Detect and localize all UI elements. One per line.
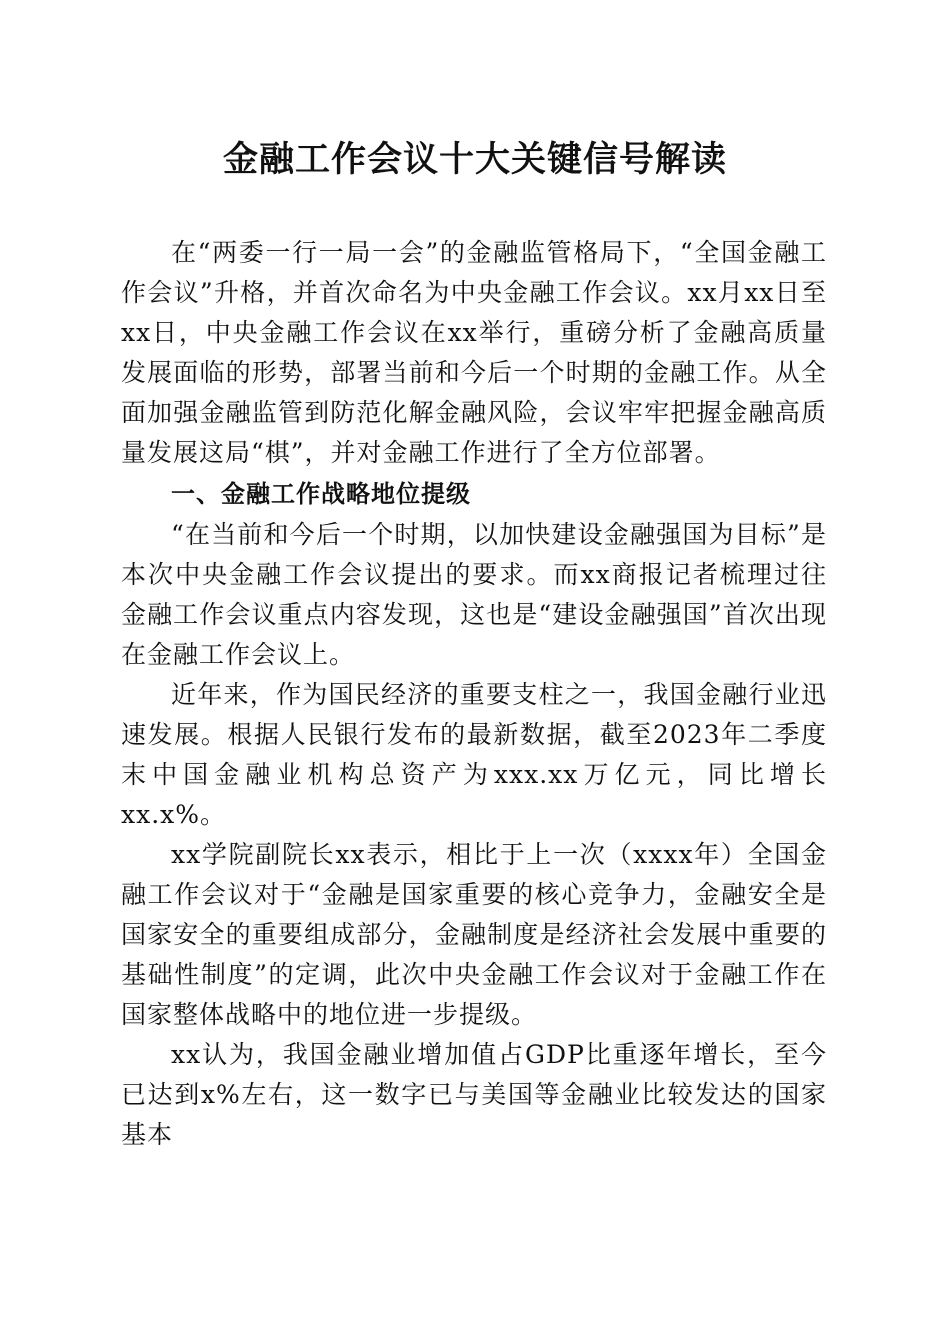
intro-paragraph: 在“两委一行一局一会”的金融监管格局下，“全国金融工作会议”升格，并首次命名为中央金融工作会议。xx月xx日至xx日，中央金融工作会议在xx举行，重磅分析了金融高质量发展面临的形势，部署当前和今后一个时期的金融工作。从全面加强金融监管到防范化解金融风险，会议牢牢把握金融高质量发展这局“棋”，并对金融工作进行了全方位部署。 — [121, 238, 827, 467]
body-paragraph: 近年来，作为国民经济的重要支柱之一，我国金融行业迅速发展。根据人民银行发布的最新数据，截至2023年二季度末中国金融业机构总资产为xxx.xx万亿元，同比增长xx.x%。 — [121, 680, 827, 829]
document-body — [121, 233, 827, 1155]
body-paragraph: xx学院副院长xx表示，相比于上一次（xxxx年）全国金融工作会议对于“金融是国家重要的核心竞争力，金融安全是国家安全的重要组成部分，金融制度是经济社会发展中重要的基础性制度”的定调，此次中央金融工作会议对于金融工作在国家整体战略中的地位进一步提级。 — [121, 840, 827, 1029]
section-heading: 一、金融工作战略地位提级 — [171, 480, 471, 508]
document-title: 金融工作会议十大关键信号解读 — [222, 140, 727, 180]
body-paragraph: “在当前和今后一个时期，以加快建设金融强国为目标”是本次中央金融工作会议提出的要求。而xx商报记者梳理过往金融工作会议重点内容发现，这也是“建设金融强国”首次出现在金融工作会议上。 — [121, 520, 827, 669]
body-paragraph: xx认为，我国金融业增加值占GDP比重逐年增长，至今已达到x%左右，这一数字已与美国等金融业比较发达的国家基本 — [121, 1040, 827, 1149]
